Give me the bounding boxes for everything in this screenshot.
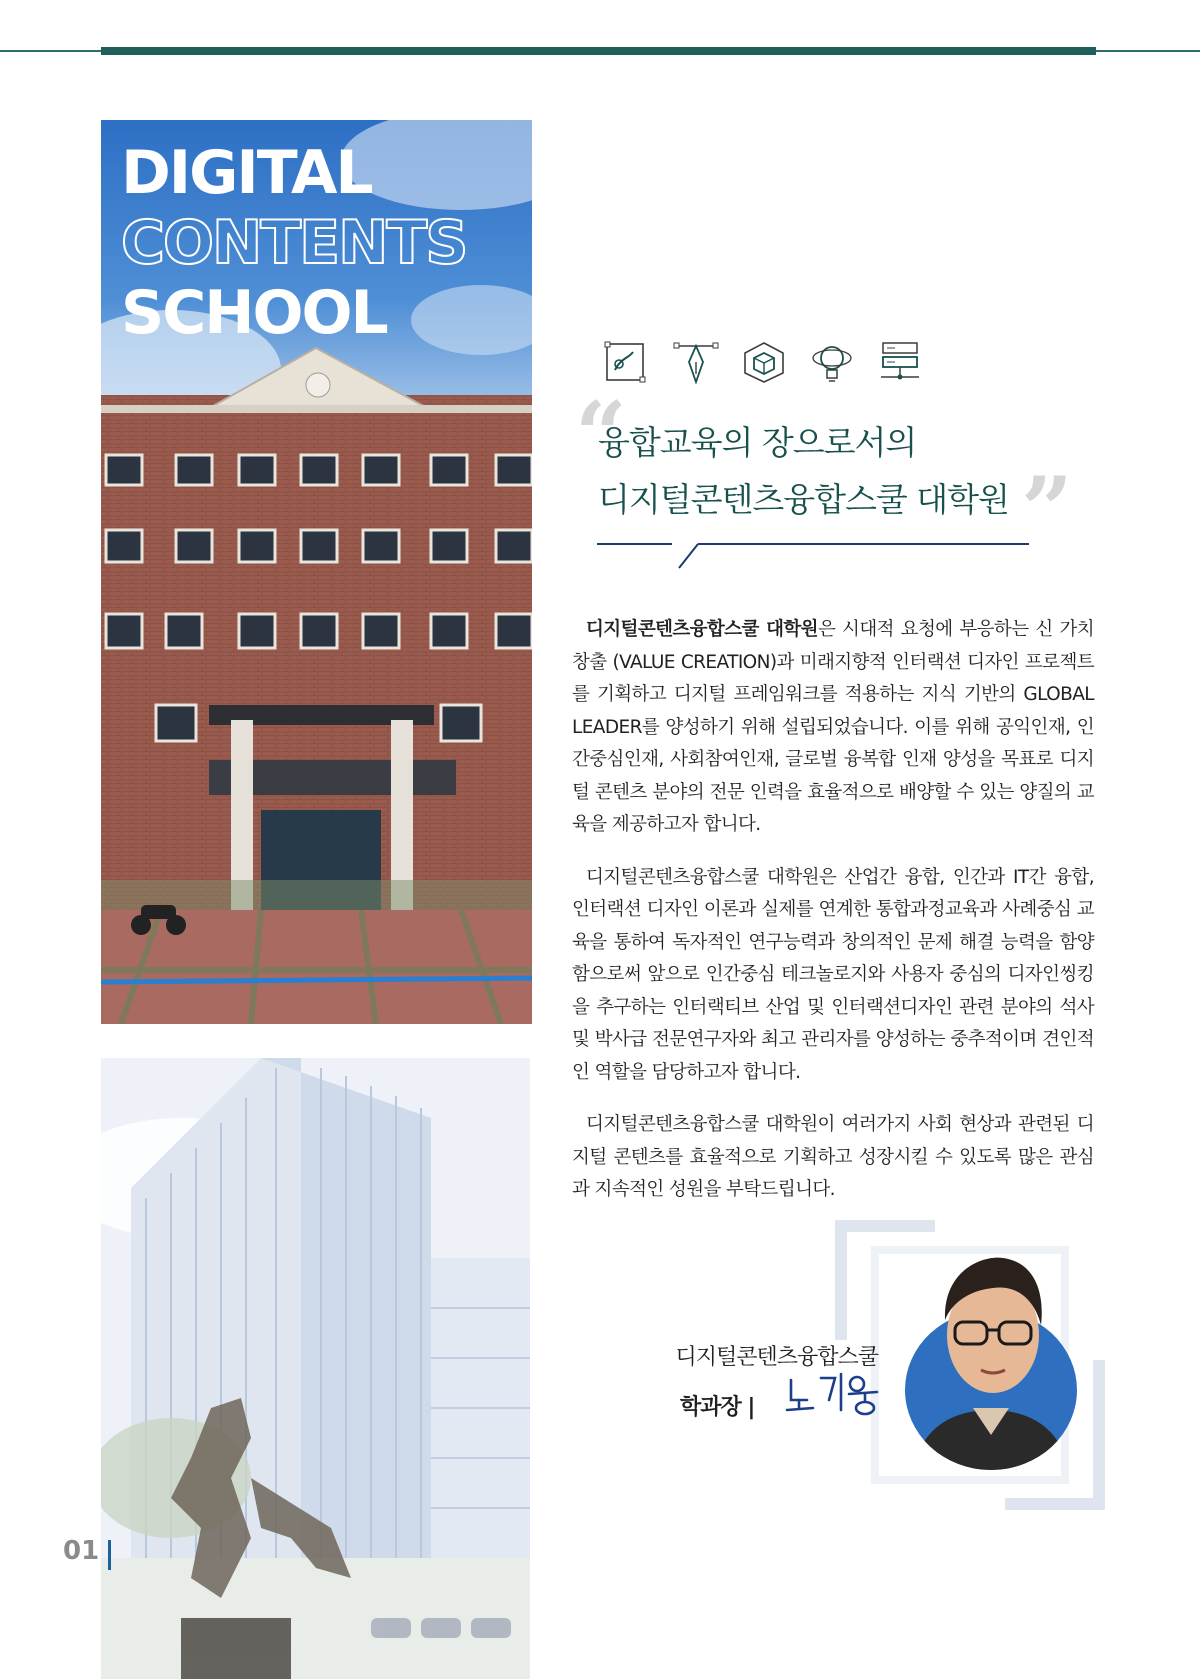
hero-title-line1: DIGITAL — [121, 138, 372, 208]
signature-role: 학과장 | — [680, 1395, 755, 1420]
page-number-divider — [108, 1540, 111, 1570]
body-lead: 디지털콘텐츠융합스쿨 대학원 — [586, 619, 818, 640]
building-photo-brick — [101, 120, 532, 1024]
design-frame-icon — [603, 340, 649, 384]
page-heading — [598, 414, 1009, 528]
icon-row — [603, 340, 933, 384]
pen-tool-icon — [673, 340, 719, 384]
signature-school-name: 디지털콘텐츠융합스쿨 — [675, 1345, 878, 1370]
body-paragraph-3: 디지털콘텐츠융합스쿨 대학원이 여러가지 사회 현상과 관련된 디지털 콘텐츠를 효율적으로 기획하고 성장시킬 수 있도록 많은 관심과 지속적인 성원을 부탁드립니다. — [572, 1114, 1094, 1200]
body-paragraph-1 — [572, 614, 1094, 842]
3d-cube-icon — [741, 340, 787, 384]
hero-title — [121, 138, 467, 348]
modern-building-illustration — [101, 1058, 530, 1679]
body-paragraph-2: 디지털콘텐츠융합스쿨 대학원은 산업간 융합, 인간과 IT간 융합, 인터랙션 디자인 이론과 실제를 연계한 통합과정교육과 사례중심 교육을 통하여 독자적인 연구능력과 창의적인 문제 해결 능력을 함양함으로써 앞으로 인간중심 테크놀로지와 사용자 중심의 디자인씽킹을 추구하는 인터랙티브 산업 및 인터랙션디자인 관련 분야의 석사 및 박사급 전문연구자와 최고 관리자를 양성하는 중추적이며 견인적인 역할을 담당하고자 합니다. — [572, 866, 1094, 1083]
heading-line2: 디지털콘텐츠융합스쿨 대학원 — [598, 480, 1009, 519]
hero-title-line3: SCHOOL — [121, 278, 387, 348]
top-accent-bar — [101, 47, 1096, 55]
hero-title-line2: CONTENTS — [121, 208, 467, 278]
director-portrait — [903, 1250, 1079, 1470]
building-photo-modern — [101, 1058, 530, 1679]
heading-underline — [597, 538, 1029, 573]
server-network-icon — [877, 340, 923, 384]
heading-line1: 융합교육의 장으로서의 — [598, 423, 917, 462]
body-text — [572, 614, 1094, 1227]
lightbulb-icon — [809, 340, 855, 384]
quote-open-mark: “ — [575, 382, 627, 488]
body-paragraph-1-text: 은 시대적 요청에 부응하는 신 가치 창출 (VALUE CREATION)과 미래지향적 인터랙션 디자인 프로젝트를 기획하고 디지털 프레임워크를 적용하는 지식 기반의 GLOBAL LEADER를 양성하기 위해 설립되었습니다. 이를 위해 공익인재, 인간중심인재, 사회참여인재, 글로벌 융복합 인재 양성을 목표로 디지털 콘텐츠 분야의 전문 인력을 효율적으로 배양할 수 있는 양질의 교육을 제공하고자 합니다. — [572, 619, 1094, 835]
handwritten-signature — [785, 1370, 880, 1420]
page-number: 01 — [63, 1536, 100, 1566]
quote-close-mark: ” — [1021, 457, 1073, 563]
